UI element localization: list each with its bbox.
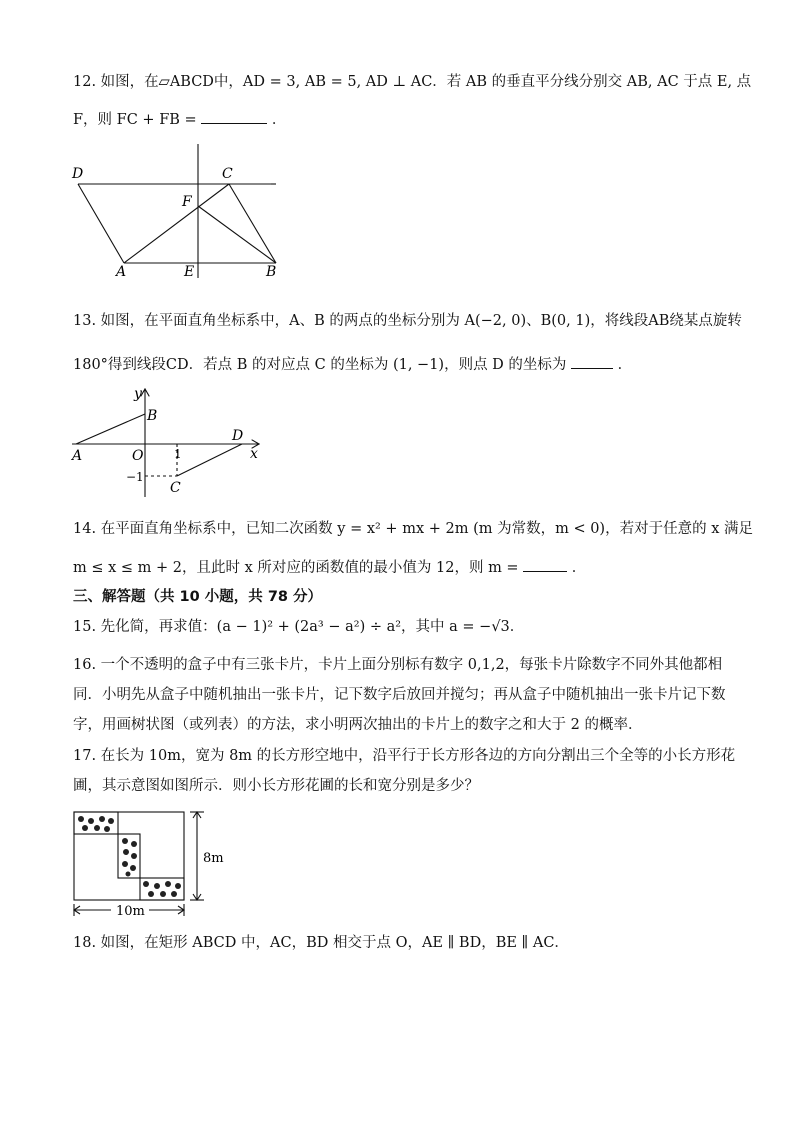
q14-answer-blank[interactable]: [523, 556, 567, 572]
q16-line3: 字，用画树状图（或列表）的方法，求小明两次抽出的卡片上的数字之和大于 2 的概率．: [73, 717, 643, 733]
q13-label-D: D: [232, 428, 244, 444]
q12-line2-end: ．: [271, 112, 287, 128]
q12-label-B: B: [266, 264, 277, 280]
q13-label-B: B: [147, 408, 158, 424]
q12-parallelogram-figure: [66, 136, 286, 286]
q15-text: 15. 先化简，再求值：(a − 1)² + (2a³ − a²) ÷ a²，其中 a = −√3．: [73, 619, 525, 635]
q13-line2-end: ．: [617, 357, 633, 373]
flower-pattern-icon: [78, 816, 114, 832]
q17-width-label: 10m: [116, 904, 145, 918]
q12-label-D: D: [72, 166, 84, 182]
flower-pattern-icon: [122, 838, 137, 877]
q13-label-A: A: [72, 448, 83, 464]
q13-label-O: O: [132, 448, 144, 464]
q13-label-y: y: [134, 386, 142, 402]
q12-line2-text: F，则 FC + FB =: [73, 112, 197, 128]
q14-line2: [73, 556, 586, 578]
q14-line1: 14. 在平面直角坐标系中，已知二次函数 y = x² + mx + 2m (m 为常数，m < 0)，若对于任意的 x 满足: [73, 521, 753, 537]
q16-line2: 同．小明先从盒子中随机抽出一张卡片，记下数字后放回并搅匀；再从盒子中随机抽出一张卡片记下数: [73, 687, 726, 703]
q17-line1: 17. 在长为 10m，宽为 8m 的长方形空地中，沿平行于长方形各边的方向分割出三个全等的小长方形花: [73, 748, 736, 764]
q13-label-C: C: [170, 480, 181, 496]
q12-answer-blank[interactable]: [201, 108, 267, 124]
q13-coordinate-figure: [66, 382, 266, 502]
q13-line2-text: 180°得到线段CD．若点 B 的对应点 C 的坐标为 (1, −1)，则点 D 的坐标为: [73, 357, 567, 373]
q17-height-label: 8m: [203, 851, 224, 866]
q14-line2-end: ．: [571, 560, 587, 576]
q18-text: 18. 如图，在矩形 ABCD 中，AC，BD 相交于点 O，AE ∥ BD，BE ∥ AC．: [73, 935, 569, 951]
q13-label-x: x: [250, 446, 258, 462]
q13-label-neg1: −1: [126, 470, 144, 484]
q12-label-A: A: [116, 264, 127, 280]
q12-label-C: C: [222, 166, 233, 182]
q17-garden-figure: [66, 806, 226, 918]
q12-line1: 12. 如图，在▱ABCD中，AD = 3, AB = 5, AD ⊥ AC．若 AB 的垂直平分线分别交 AB, AC 于点 E, 点: [73, 74, 752, 90]
q12-line2: [73, 108, 286, 130]
q13-line1: 13. 如图，在平面直角坐标系中，A、B 的两点的坐标分别为 A(−2, 0)、B(0, 1)，将线段AB绕某点旋转: [73, 313, 742, 329]
section-heading: 三、解答题（共 10 小题，共 78 分）: [73, 589, 323, 605]
q13-line2: [73, 353, 632, 375]
q17-line2: 圃，其示意图如图所示．则小长方形花圃的长和宽分别是多少？: [73, 778, 479, 794]
q14-line2-text: m ≤ x ≤ m + 2，且此时 x 所对应的函数值的最小值为 12，则 m =: [73, 560, 519, 576]
q13-label-one: 1: [174, 447, 182, 461]
q12-label-E: E: [184, 264, 195, 280]
q12-label-F: F: [182, 194, 192, 210]
flower-pattern-icon: [143, 881, 181, 897]
q13-answer-blank[interactable]: [571, 353, 613, 369]
q16-line1: 16. 一个不透明的盒子中有三张卡片，卡片上面分别标有数字 0,1,2，每张卡片除数字不同外其他都相: [73, 657, 723, 673]
